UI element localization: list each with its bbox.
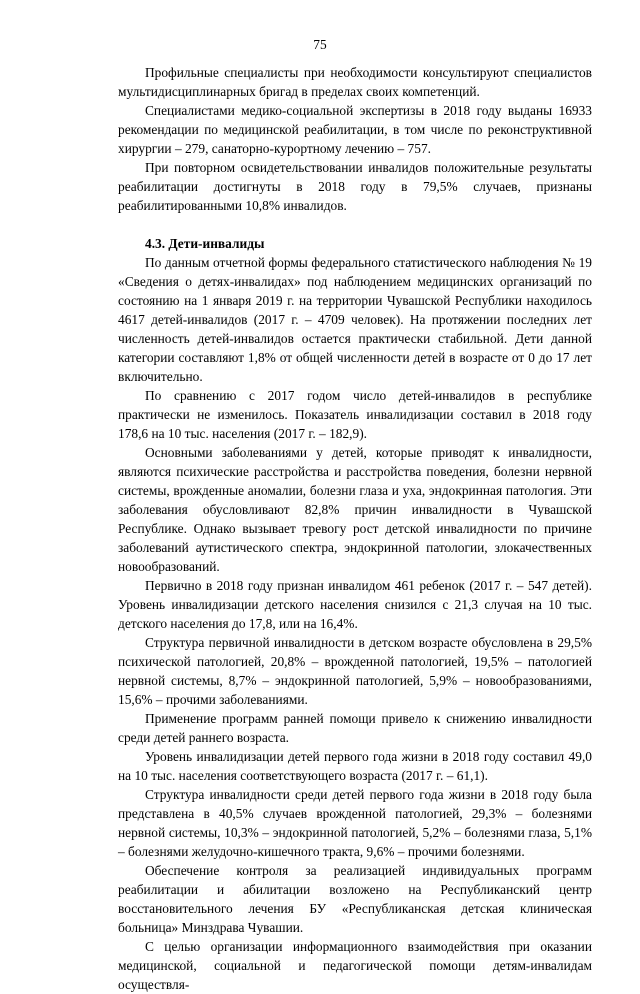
paragraph: Специалистами медико-социальной экспертизы в 2018 году выданы 16933 рекомендации по медицинской реабилитации, в том числе по реконструктивной хирургии – 279, санаторно-курортному лечению – 757. — [118, 103, 592, 156]
paragraph: Основными заболеваниями у детей, которые приводят к инвалидности, являются психические расстройства и расстройства поведения, болезни нервной системы, врожденные аномалии, болезни глаза и уха, эндокринная патология. Эти заболевания обусловливают 82,8% причин инвалидности в Чувашской Республике. Однако вызывает тревогу рост детской инвалидности по причине заболеваний аутистического спектра, эндокринной патологии, злокачественных новообразований. — [118, 445, 592, 574]
paragraph: Структура инвалидности среди детей первого года жизни в 2018 году была представлена в 40,5% случаев врожденной патологией, 29,3% – болезнями нервной системы, 10,3% – эндокринной патологией, 5,2% – болезнями глаза, 5,1% – болезнями желудочно-кишечного тракта, 9,6% – прочими болезнями. — [118, 787, 592, 859]
paragraph: Обеспечение контроля за реализацией индивидуальных программ реабилитации и абилитации возложено на Республиканский центр восстановительного лечения БУ «Республиканская детская клиническая больница» Минздрава Чувашии. — [118, 863, 592, 935]
page-number: 75 — [313, 37, 327, 52]
paragraph: При повторном освидетельствовании инвалидов положительные результаты реабилитации достигнуты в 2018 году в 79,5% случаев, признаны реабилитированными 10,8% инвалидов. — [118, 160, 592, 213]
document-body — [118, 63, 592, 994]
paragraph: По данным отчетной формы федерального статистического наблюдения № 19 «Сведения о детях-инвалидах» под наблюдением медицинских организаций по состоянию на 1 января 2019 г. на территории Чувашской Республики находилось 4617 детей-инвалидов (2017 г. – 4709 человек). На протяжении последних лет численность детей-инвалидов остается практически стабильной. Дети данной категории составляют 1,8% от общей численности детей в возрасте от 0 до 17 лет включительно. — [118, 255, 592, 384]
paragraph: Первично в 2018 году признан инвалидом 461 ребенок (2017 г. – 547 детей). Уровень инвалидизации детского населения снизился с 21,3 случая на 10 тыс. детского населения до 17,8, или на 16,4%. — [118, 578, 592, 631]
section-heading: 4.3. Дети-инвалиды — [145, 236, 265, 251]
paragraph: Структура первичной инвалидности в детском возрасте обусловлена в 29,5% психической патологией, 20,8% – врожденной патологией, 19,5% – патологией нервной системы, 8,7% – эндокринной патологией, 5,9% – новообразованиями, 15,6% – прочими заболеваниями. — [118, 635, 592, 707]
paragraph: Профильные специалисты при необходимости консультируют специалистов мультидисциплинарных бригад в пределах своих компетенций. — [118, 65, 592, 99]
paragraph: Уровень инвалидизации детей первого года жизни в 2018 году составил 49,0 на 10 тыс. населения соответствующего возраста (2017 г. – 61,1). — [118, 749, 592, 783]
paragraph: По сравнению с 2017 годом число детей-инвалидов в республике практически не изменилось. Показатель инвалидизации составил в 2018 году 178,6 на 10 тыс. населения (2017 г. – 182,9). — [118, 388, 592, 441]
paragraph: Применение программ ранней помощи привело к снижению инвалидности среди детей раннего возраста. — [118, 711, 592, 745]
paragraph: С целью организации информационного взаимодействия при оказании медицинской, социальной и педагогической помощи детям-инвалидам осуществля- — [118, 939, 592, 992]
